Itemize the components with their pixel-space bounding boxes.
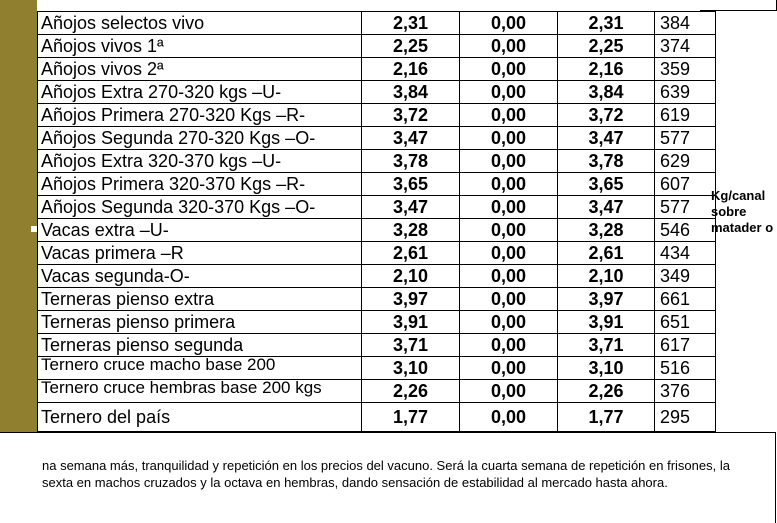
price-change: 0,00 bbox=[460, 196, 558, 219]
price-current: 2,25 bbox=[558, 35, 655, 58]
price-table bbox=[37, 11, 716, 432]
table-row bbox=[38, 311, 716, 334]
product-name: Ternero cruce macho base 200 bbox=[38, 357, 362, 380]
price-change: 0,00 bbox=[460, 173, 558, 196]
table-row bbox=[38, 242, 716, 265]
price-current: 1,77 bbox=[558, 403, 655, 432]
price-change: 0,00 bbox=[460, 12, 558, 35]
unit-note: Kg/canal sobre matader o bbox=[711, 188, 774, 235]
price-change: 0,00 bbox=[460, 265, 558, 288]
product-name: Añojos selectos vivo bbox=[38, 12, 362, 35]
price-per-carcass: 607 bbox=[655, 173, 716, 196]
table-row bbox=[38, 265, 716, 288]
price-change: 0,00 bbox=[460, 288, 558, 311]
decorative-side-bar bbox=[0, 0, 37, 432]
product-name: Añojos Extra 270-320 kgs –U- bbox=[38, 81, 362, 104]
product-name: Añojos Primera 320-370 Kgs –R- bbox=[38, 173, 362, 196]
product-name: Añojos Primera 270-320 Kgs –R- bbox=[38, 104, 362, 127]
price-previous: 2,61 bbox=[362, 242, 460, 265]
price-previous: 3,10 bbox=[362, 357, 460, 380]
price-current: 2,16 bbox=[558, 58, 655, 81]
product-name: Añojos Segunda 270-320 Kgs –O- bbox=[38, 127, 362, 150]
price-per-carcass: 516 bbox=[655, 357, 716, 380]
price-previous: 2,31 bbox=[362, 12, 460, 35]
product-name: Vacas segunda-O- bbox=[38, 265, 362, 288]
price-previous: 3,71 bbox=[362, 334, 460, 357]
price-current: 3,10 bbox=[558, 357, 655, 380]
price-current: 2,26 bbox=[558, 380, 655, 403]
price-current: 2,10 bbox=[558, 265, 655, 288]
price-change: 0,00 bbox=[460, 357, 558, 380]
price-change: 0,00 bbox=[460, 150, 558, 173]
price-current: 3,28 bbox=[558, 219, 655, 242]
table-row bbox=[38, 58, 716, 81]
price-per-carcass: 639 bbox=[655, 81, 716, 104]
price-per-carcass: 434 bbox=[655, 242, 716, 265]
product-name: Terneras pienso segunda bbox=[38, 334, 362, 357]
table-row bbox=[38, 150, 716, 173]
price-per-carcass: 629 bbox=[655, 150, 716, 173]
product-name: Terneras pienso extra bbox=[38, 288, 362, 311]
price-current: 3,65 bbox=[558, 173, 655, 196]
price-previous: 3,91 bbox=[362, 311, 460, 334]
product-name: Terneras pienso primera bbox=[38, 311, 362, 334]
price-previous: 2,10 bbox=[362, 265, 460, 288]
price-current: 3,97 bbox=[558, 288, 655, 311]
price-per-carcass: 577 bbox=[655, 196, 716, 219]
table-row bbox=[38, 403, 716, 432]
price-previous: 3,47 bbox=[362, 196, 460, 219]
price-current: 3,91 bbox=[558, 311, 655, 334]
price-previous: 3,84 bbox=[362, 81, 460, 104]
price-change: 0,00 bbox=[460, 127, 558, 150]
table-row bbox=[38, 219, 716, 242]
price-current: 3,71 bbox=[558, 334, 655, 357]
price-previous: 3,97 bbox=[362, 288, 460, 311]
table-row bbox=[38, 334, 716, 357]
price-previous: 2,25 bbox=[362, 35, 460, 58]
product-name: Añojos Extra 320-370 kgs –U- bbox=[38, 150, 362, 173]
price-current: 2,31 bbox=[558, 12, 655, 35]
price-change: 0,00 bbox=[460, 242, 558, 265]
price-change: 0,00 bbox=[460, 311, 558, 334]
price-previous: 2,16 bbox=[362, 58, 460, 81]
price-change: 0,00 bbox=[460, 403, 558, 432]
price-previous: 2,26 bbox=[362, 380, 460, 403]
price-per-carcass: 546 bbox=[655, 219, 716, 242]
price-previous: 1,77 bbox=[362, 403, 460, 432]
price-current: 3,84 bbox=[558, 81, 655, 104]
table-row bbox=[38, 12, 716, 35]
price-current: 2,61 bbox=[558, 242, 655, 265]
price-per-carcass: 651 bbox=[655, 311, 716, 334]
table-row bbox=[38, 127, 716, 150]
market-comment: na semana más, tranquilidad y repetición en los precios del vacuno. Será la cuarta semana de repetición en frisones, la sexta en machos cruzados y la octava en hembras, dando sensación de estabilidad al mercado hasta ahora. bbox=[42, 458, 730, 490]
price-per-carcass: 577 bbox=[655, 127, 716, 150]
price-change: 0,00 bbox=[460, 58, 558, 81]
price-change: 0,00 bbox=[460, 81, 558, 104]
table-row bbox=[38, 357, 716, 380]
product-name: Añojos vivos 1ª bbox=[38, 35, 362, 58]
price-previous: 3,47 bbox=[362, 127, 460, 150]
price-per-carcass: 376 bbox=[655, 380, 716, 403]
price-per-carcass: 619 bbox=[655, 104, 716, 127]
price-change: 0,00 bbox=[460, 35, 558, 58]
price-per-carcass: 349 bbox=[655, 265, 716, 288]
table-row bbox=[38, 380, 716, 403]
product-name: Vacas primera –R bbox=[38, 242, 362, 265]
price-per-carcass: 661 bbox=[655, 288, 716, 311]
product-name: Ternero del país bbox=[38, 403, 362, 432]
price-change: 0,00 bbox=[460, 104, 558, 127]
price-per-carcass: 295 bbox=[655, 403, 716, 432]
price-previous: 3,72 bbox=[362, 104, 460, 127]
price-change: 0,00 bbox=[460, 219, 558, 242]
table-row bbox=[38, 196, 716, 219]
price-per-carcass: 384 bbox=[655, 12, 716, 35]
product-name: Añojos Segunda 320-370 Kgs –O- bbox=[38, 196, 362, 219]
product-name: Ternero cruce hembras base 200 kgs bbox=[38, 380, 362, 403]
table-row bbox=[38, 288, 716, 311]
price-change: 0,00 bbox=[460, 380, 558, 403]
price-previous: 3,65 bbox=[362, 173, 460, 196]
table-row bbox=[38, 173, 716, 196]
product-name: Añojos vivos 2ª bbox=[38, 58, 362, 81]
product-name: Vacas extra –U- bbox=[38, 219, 362, 242]
price-per-carcass: 374 bbox=[655, 35, 716, 58]
price-previous: 3,28 bbox=[362, 219, 460, 242]
price-change: 0,00 bbox=[460, 334, 558, 357]
price-current: 3,72 bbox=[558, 104, 655, 127]
price-current: 3,78 bbox=[558, 150, 655, 173]
price-previous: 3,78 bbox=[362, 150, 460, 173]
table-row bbox=[38, 81, 716, 104]
price-per-carcass: 617 bbox=[655, 334, 716, 357]
price-per-carcass: 359 bbox=[655, 58, 716, 81]
price-current: 3,47 bbox=[558, 196, 655, 219]
price-current: 3,47 bbox=[558, 127, 655, 150]
table-row bbox=[38, 104, 716, 127]
table-row bbox=[38, 35, 716, 58]
price-table-body bbox=[38, 12, 716, 432]
